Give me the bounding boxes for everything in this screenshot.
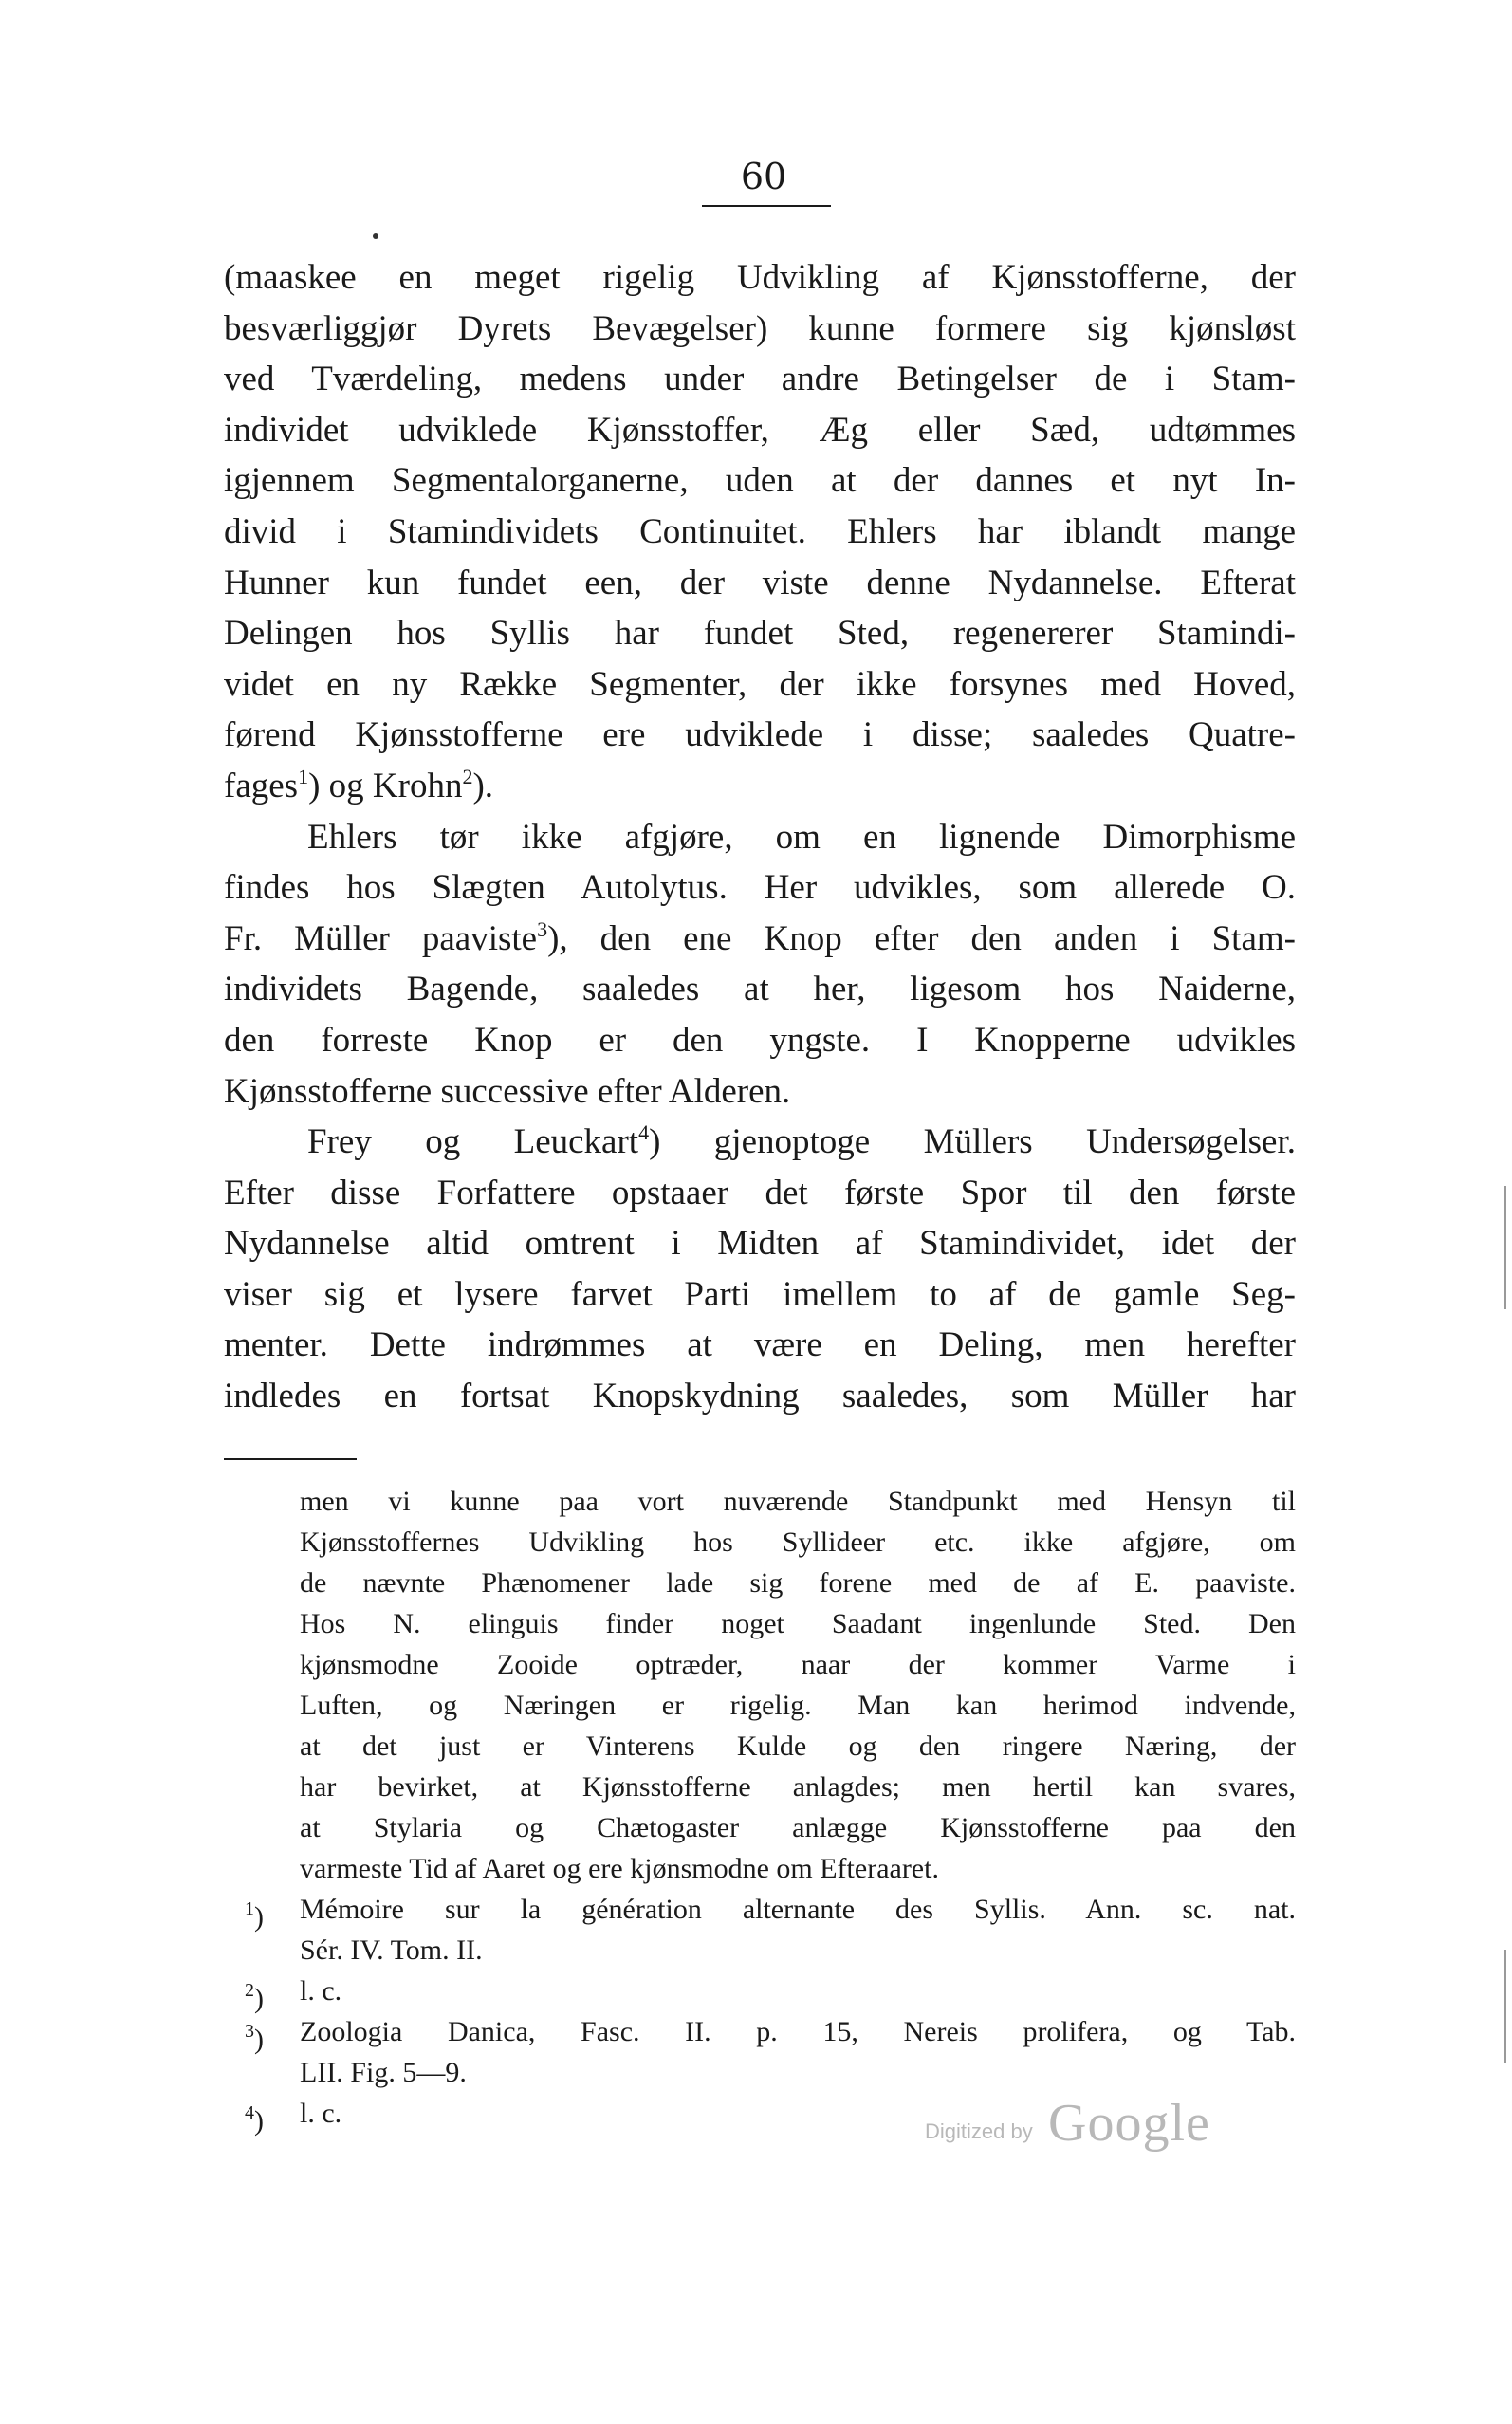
- watermark-brand-logo: Google: [1048, 2094, 1210, 2153]
- text-line: Efter disse Forfattere opstaaer det første Spor til den første: [224, 1173, 1296, 1212]
- text-line: Hunner kun fundet een, der viste denne Nydannelse. Efterat: [224, 563, 1296, 602]
- footnote-ref: 2: [462, 764, 473, 788]
- footnote-text-line: LII. Fig. 5—9.: [300, 2057, 467, 2088]
- footnote-continuation-line: kjønsmodne Zooide optræder, naar der kommer Varme i: [300, 1649, 1296, 1680]
- text-fragment: ) og Krohn: [308, 766, 463, 805]
- text-fragment: Frey og Leuckart: [307, 1122, 639, 1162]
- footnote-marker: [245, 2093, 300, 2137]
- footnote-number: 3: [245, 2021, 254, 2042]
- footnote-continuation-line: Luften, og Næringen er rigelig. Man kan herimod indvende,: [300, 1690, 1296, 1721]
- main-text-block: [224, 252, 1296, 1422]
- footnote-number: 2: [245, 1980, 254, 2001]
- text-line: (maaskee en meget rigelig Udvikling af Kjønsstofferne, der: [224, 258, 1296, 297]
- footnote-continuation-line: de nævnte Phænomener lade sig forene med de af E. paaviste.: [300, 1567, 1296, 1599]
- text-line: Nydannelse altid omtrent i Midten af Stamindividet, idet der: [224, 1224, 1296, 1264]
- footnote-continuation-line: har bevirket, at Kjønsstofferne anlagdes; men hertil kan svares,: [300, 1771, 1296, 1803]
- footnote-continuation-line: Kjønsstoffernes Udvikling hos Syllideer etc. ikke afgjøre, om: [300, 1527, 1296, 1558]
- footnote-separator: [224, 1458, 357, 1460]
- footnote-text-line: l. c.: [300, 2098, 342, 2129]
- text-fragment: fages: [224, 766, 299, 805]
- footnote-1: [224, 1889, 1296, 1971]
- footnote-ref: 4: [638, 1120, 650, 1145]
- text-line: [224, 1117, 1296, 1168]
- footnote-bracket: ): [254, 2105, 264, 2137]
- footnote-ref: 1: [298, 764, 309, 788]
- text-line: Delingen hos Syllis har fundet Sted, regenererer Stamindi-: [224, 614, 1296, 654]
- footnote-text-line: l. c.: [300, 1975, 342, 2007]
- footnote-bracket: ): [254, 1901, 264, 1933]
- watermark-prefix: Digitized by: [925, 2119, 1033, 2143]
- text-fragment: ), den ene Knop efter den anden i Stam-: [547, 918, 1296, 958]
- footnote-marker: [245, 1889, 300, 1933]
- footnote-ref: 3: [537, 916, 548, 941]
- text-line: menter. Dette indrømmes at være en Deling, men herefter: [224, 1325, 1296, 1365]
- footnote-text-line: Zoologia Danica, Fasc. II. p. 15, Nereis prolifera, og Tab.: [300, 2016, 1296, 2047]
- text-line: den forreste Knop er den yngste. I Knopperne udvikles: [224, 1020, 1296, 1060]
- footnote-2: [224, 1971, 1296, 2014]
- text-line: [224, 761, 1296, 812]
- text-line: [224, 914, 1296, 965]
- footnote-3: [224, 2011, 1296, 2093]
- footnote-text-line: Mémoire sur la génération alternante des Syllis. Ann. sc. nat.: [300, 1894, 1296, 1925]
- footnote-continuation-line: men vi kunne paa vort nuværende Standpunkt med Hensyn til: [300, 1486, 1296, 1517]
- text-line: findes hos Slægten Autolytus. Her udvikles, som allerede O.: [224, 868, 1296, 908]
- footnote-bracket: ): [254, 2024, 264, 2055]
- footnote-continuation-line: Hos N. elinguis finder noget Saadant ingenlunde Sted. Den: [300, 1608, 1296, 1639]
- digitized-watermark: [925, 2095, 1247, 2152]
- text-fragment: Fr. Müller paaviste: [224, 918, 538, 958]
- scan-edge-mark: [1504, 1950, 1506, 2063]
- footnote-marker: [245, 2011, 300, 2055]
- footnote-continuation-line: at det just er Vinterens Kulde og den ringere Næring, der: [300, 1730, 1296, 1762]
- footnotes: [224, 1481, 1296, 2137]
- text-line: besværliggjør Dyrets Bevægelser) kunne formere sig kjønsløst: [224, 308, 1296, 348]
- footnote-text-line: Sér. IV. Tom. II.: [300, 1934, 483, 1966]
- text-line: divid i Stamindividets Continuitet. Ehlers har iblandt mange: [224, 511, 1296, 551]
- text-line: igjennem Segmentalorganerne, uden at der dannes et nyt In-: [224, 461, 1296, 501]
- text-line: ved Tværdeling, medens under andre Betingelser de i Stam-: [224, 360, 1296, 399]
- footnote-continuation-line: varmeste Tid af Aaret og ere kjønsmodne om Efteraaret.: [300, 1853, 939, 1884]
- scan-edge-mark: [1504, 1186, 1506, 1309]
- footnote-continuation-line: at Stylaria og Chætogaster anlægge Kjønsstofferne paa den: [300, 1812, 1296, 1843]
- footnote-marker: [245, 1971, 300, 2014]
- text-line: videt en ny Række Segmenter, der ikke forsynes med Hoved,: [224, 664, 1296, 704]
- text-line: førend Kjønsstofferne ere udviklede i disse; saaledes Quatre-: [224, 715, 1296, 755]
- text-line: Kjønsstofferne successive efter Alderen.: [224, 1071, 791, 1111]
- text-fragment: ) gjenoptoge Müllers Undersøgelser.: [649, 1122, 1296, 1162]
- page-number-rule: [702, 205, 831, 207]
- text-line: viser sig et lysere farvet Parti imellem to af de gamle Seg-: [224, 1274, 1296, 1314]
- page-number: 60: [740, 156, 787, 197]
- text-line: individets Bagende, saaledes at her, ligesom hos Naiderne,: [224, 970, 1296, 1009]
- text-line: individet udviklede Kjønsstoffer, Æg eller Sæd, udtømmes: [224, 410, 1296, 450]
- footnote-bracket: ): [254, 1983, 264, 2014]
- footnote-number: 1: [245, 1898, 254, 1919]
- text-line: indledes en fortsat Knopskydning saaledes, som Müller har: [224, 1377, 1296, 1416]
- ink-speck: [373, 233, 378, 239]
- footnote-number: 4: [245, 2102, 254, 2123]
- text-line: Ehlers tør ikke afgjøre, om en lignende Dimorphisme: [307, 817, 1296, 857]
- text-fragment: ).: [472, 766, 494, 805]
